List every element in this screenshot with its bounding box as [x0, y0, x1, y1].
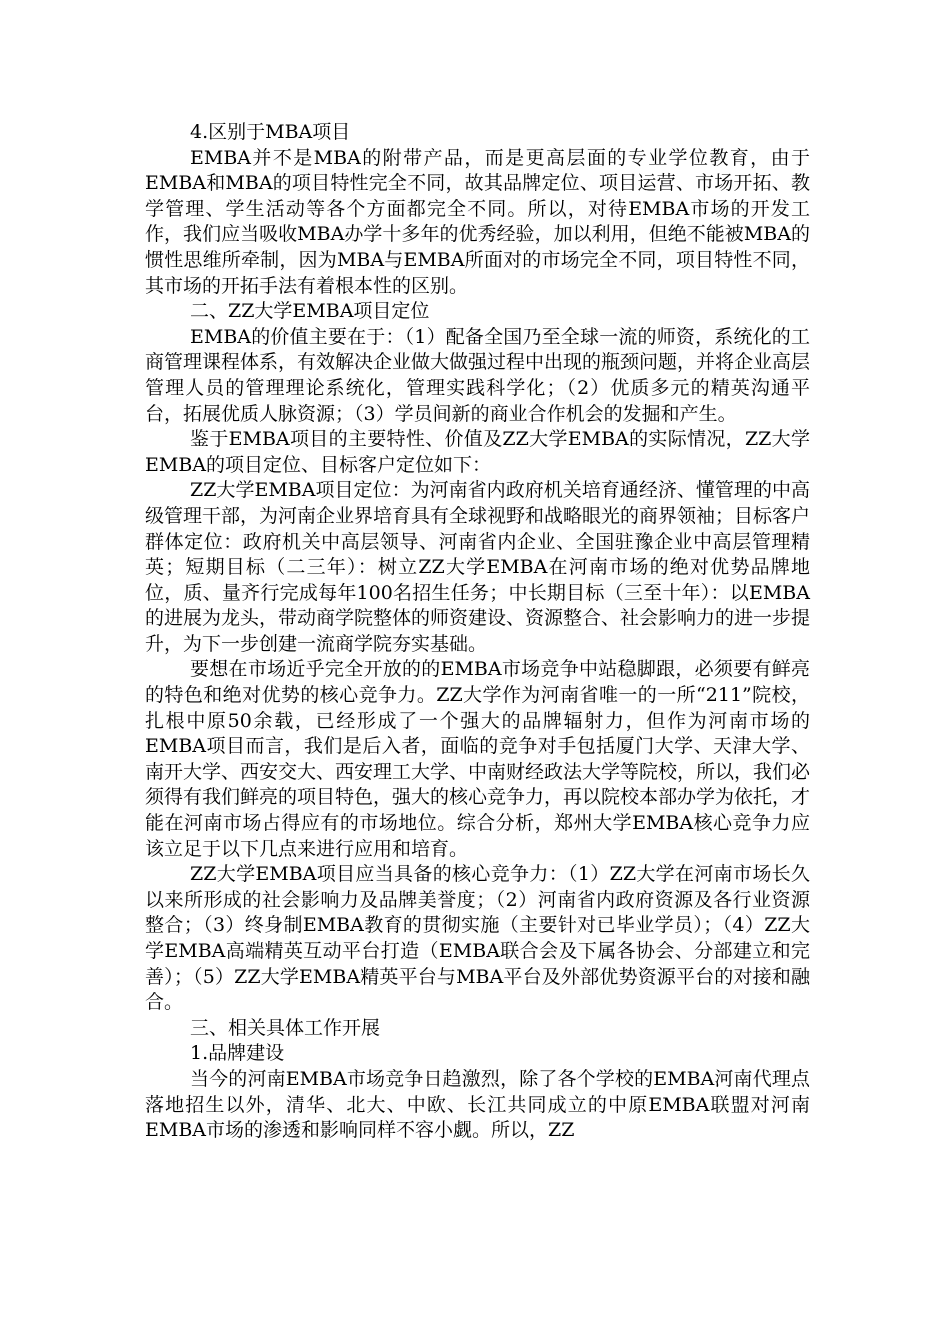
paragraph-project-positioning: ZZ大学EMBA项目定位：为河南省内政府机关培育通经济、懂管理的中高级管理干部，为河南企业界培育具有全球视野和战略眼光的商界领袖；目标客户群体定位：政府机关中高层领导、河南省内企业、全国驻豫企业中高层管理精英；短期目标（二三年）：树立ZZ大学EMBA在河南市场的绝对优势品牌地位，质、量齐行完成每年100名招生任务；中长期目标（三至十年）：以EMBA的进展为龙头，带动商学院整体的师资建设、资源整合、社会影响力的进一步提升，为下一步创建一流商学院夯实基础。	[145, 479, 811, 655]
paragraph-core-competitiveness-list: ZZ大学EMBA项目应当具备的核心竞争力：（1）ZZ大学在河南市场长久以来所形成的社会影响力及品牌美誉度；（2）河南省内政府资源及各行业资源整合；（3）终身制EMBA教育的贯彻实施（主要针对已毕业学员）；（4）ZZ大学EMBA高端精英互动平台打造（EMBA联合会及下属各协会、分部建立和完善）；（5）ZZ大学EMBA精英平台与MBA平台及外部优势资源平台的对接和融合。	[145, 863, 810, 1014]
heading-section-4: 4.区别于MBA项目	[190, 121, 351, 143]
paragraph-brand-building: 当今的河南EMBA市场竞争日趋激烈，除了各个学校的EMBA河南代理点落地招生以外，清华、北大、中欧、长江共同成立的中原EMBA联盟对河南EMBA市场的渗透和影响同样不容小觑。所以，ZZ	[145, 1067, 810, 1142]
heading-brand-building: 1.品牌建设	[190, 1042, 285, 1065]
heading-part-2: 二、ZZ大学EMBA项目定位	[190, 300, 430, 323]
paragraph-emba-vs-mba: EMBA并不是MBA的附带产品，而是更高层面的专业学位教育，由于EMBA和MBA的项目特性完全不同，故其品牌定位、项目运营、市场开拓、教学管理、学生活动等各个方面都完全不同。所以，对待EMBA市场的开发工作，我们应当吸收MBA办学十多年的优秀经验，加以利用，但绝不能被MBA的惯性思维所牵制，因为MBA与EMBA所面对的市场完全不同，项目特性不同，其市场的开拓手法有着根本性的区别。	[145, 146, 810, 297]
paragraph-core-competitiveness-intro: 要想在市场近乎完全开放的的EMBA市场竞争中站稳脚跟，必须要有鲜亮的特色和绝对优势的核心竞争力。ZZ大学作为河南省唯一的一所“211”院校，扎根中原50余载，已经形成了一个强大的品牌辐射力，但作为河南市场的EMBA项目而言，我们是后入者，面临的竞争对手包括厦门大学、天津大学、南开大学、西安交大、西安理工大学、中南财经政法大学等院校，所以，我们必须得有我们鲜亮的项目特色，强大的核心竞争力，再以院校本部办学为依托，才能在河南市场占得应有的市场地位。综合分析，郑州大学EMBA核心竞争力应该立足于以下几点来进行应用和培育。	[145, 658, 811, 860]
paragraph-emba-value: EMBA的价值主要在于：（1）配备全国乃至全球一流的师资，系统化的工商管理课程体系，有效解决企业做大做强过程中出现的瓶颈问题，并将企业高层管理人员的管理理论系统化，管理实践科学化；（2）优质多元的精英沟通平台，拓展优质人脉资源；（3）学员间新的商业合作机会的发掘和产生。	[145, 325, 811, 425]
paragraph-positioning-intro: 鉴于EMBA项目的主要特性、价值及ZZ大学EMBA的实际情况，ZZ大学EMBA的项目定位、目标客户定位如下：	[145, 428, 810, 476]
heading-part-3: 三、相关具体工作开展	[190, 1016, 381, 1039]
document-body	[145, 120, 810, 1144]
